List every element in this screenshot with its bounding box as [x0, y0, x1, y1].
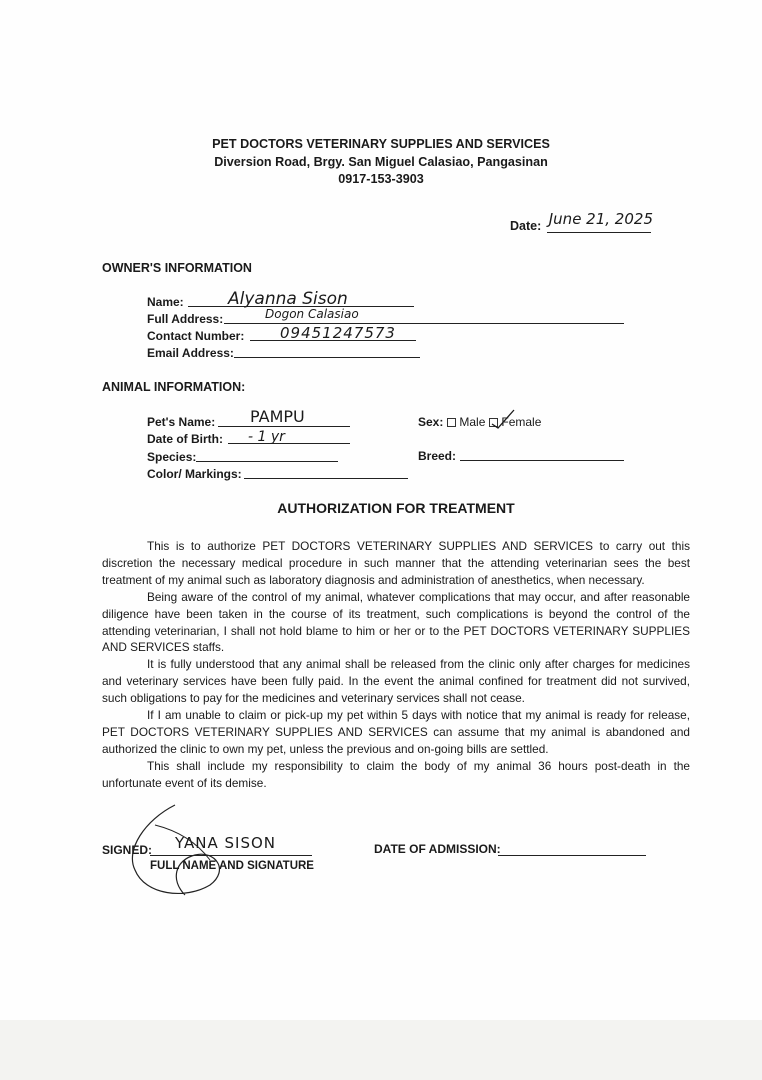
clinic-phone: 0917-153-3903 — [338, 172, 424, 186]
owner-section-title: OWNER'S INFORMATION — [102, 261, 252, 275]
color-label: Color/ Markings: — [147, 467, 242, 481]
dob-field[interactable] — [228, 443, 350, 444]
authorization-paragraph: If I am unable to claim or pick-up my pet within 5 days with notice that my animal is ready for release, PET DOCTORS VETERINARY SUPPLIES AND SERVICES can assume that my animal is abandoned and authorized the clinic to own my pet, unless the previous and on-going bills are settled. — [102, 708, 690, 756]
authorization-paragraph: This shall include my responsibility to claim the body of my animal 36 hours post-death in the unfortunate event of its demise. — [102, 758, 690, 790]
authorization-title: AUTHORIZATION FOR TREATMENT — [277, 500, 515, 516]
email-label: Email Address: — [147, 346, 234, 360]
female-option-label: Female — [501, 415, 542, 429]
date-field[interactable] — [547, 210, 653, 233]
dob-label: Date of Birth: — [147, 432, 223, 446]
female-check-mark — [488, 408, 518, 430]
pet-name-value: PAMPU — [250, 407, 305, 426]
signed-label: SIGNED: — [102, 843, 153, 857]
date-value: June 21, 2025 — [548, 210, 653, 228]
contact-value: 09451247573 — [280, 324, 396, 342]
color-field[interactable] — [244, 478, 408, 479]
pet-name-label: Pet's Name: — [147, 415, 216, 429]
authorization-paragraph: Being aware of the control of my animal, whatever complications that may occur, and after reasonable diligence have been taken in the course of its treatment, such complications is beyond the control of the attending veterinarian, I shall not hold blame to him or her or to the PET DOCTORS VETERINARY SUPPLIES AND SERVICES staffs. — [102, 589, 690, 655]
date-label: Date: — [510, 219, 542, 233]
admission-field[interactable] — [498, 855, 646, 856]
breed-field[interactable] — [460, 460, 624, 461]
animal-section-title: ANIMAL INFORMATION: — [102, 380, 246, 394]
dob-value: - 1 yr — [248, 429, 285, 445]
admission-label: DATE OF ADMISSION: — [374, 842, 501, 856]
clinic-name: PET DOCTORS VETERINARY SUPPLIES AND SERVICES — [212, 137, 550, 151]
name-label: Name: — [147, 295, 184, 309]
signature-caption: FULL NAME AND SIGNATURE — [150, 860, 314, 872]
email-field[interactable] — [234, 357, 420, 358]
male-checkbox[interactable] — [447, 418, 456, 427]
date-row — [510, 210, 653, 233]
contact-label: Contact Number: — [147, 329, 245, 343]
address-label: Full Address: — [147, 312, 224, 326]
clinic-address: Diversion Road, Brgy. San Miguel Calasiao, Pangasinan — [214, 154, 548, 169]
authorization-paragraph: It is fully understood that any animal shall be released from the clinic only after charges for medicines and veterinary services have been fully paid. In the event the animal confined for treatment did not survived, such obligations to pay for the medicines and veterinary services shall not cease. — [102, 657, 690, 706]
authorization-text — [102, 538, 690, 792]
clinic-header — [0, 136, 762, 189]
pet-name-field[interactable] — [218, 426, 350, 427]
species-label: Species: — [147, 450, 197, 464]
signature-scribble — [115, 800, 315, 910]
breed-label: Breed: — [418, 449, 457, 463]
species-field[interactable] — [196, 461, 338, 462]
signed-value: YANA SISON — [175, 834, 277, 852]
name-value: Alyanna Sison — [228, 289, 348, 309]
sex-label: Sex: — [418, 415, 444, 429]
address-value: Dogon Calasiao — [265, 307, 359, 321]
sex-row — [418, 415, 541, 429]
scan-margin — [0, 1020, 762, 1080]
authorization-paragraph: This is to authorize PET DOCTORS VETERINARY SUPPLIES AND SERVICES to carry out this discretion the necessary medical procedure in such manner that the attending veterinarian sees the best treatment of my animal such as laboratory diagnosis and administration of anesthetics, when necessary. — [102, 539, 690, 587]
male-option-label: Male — [459, 415, 486, 429]
